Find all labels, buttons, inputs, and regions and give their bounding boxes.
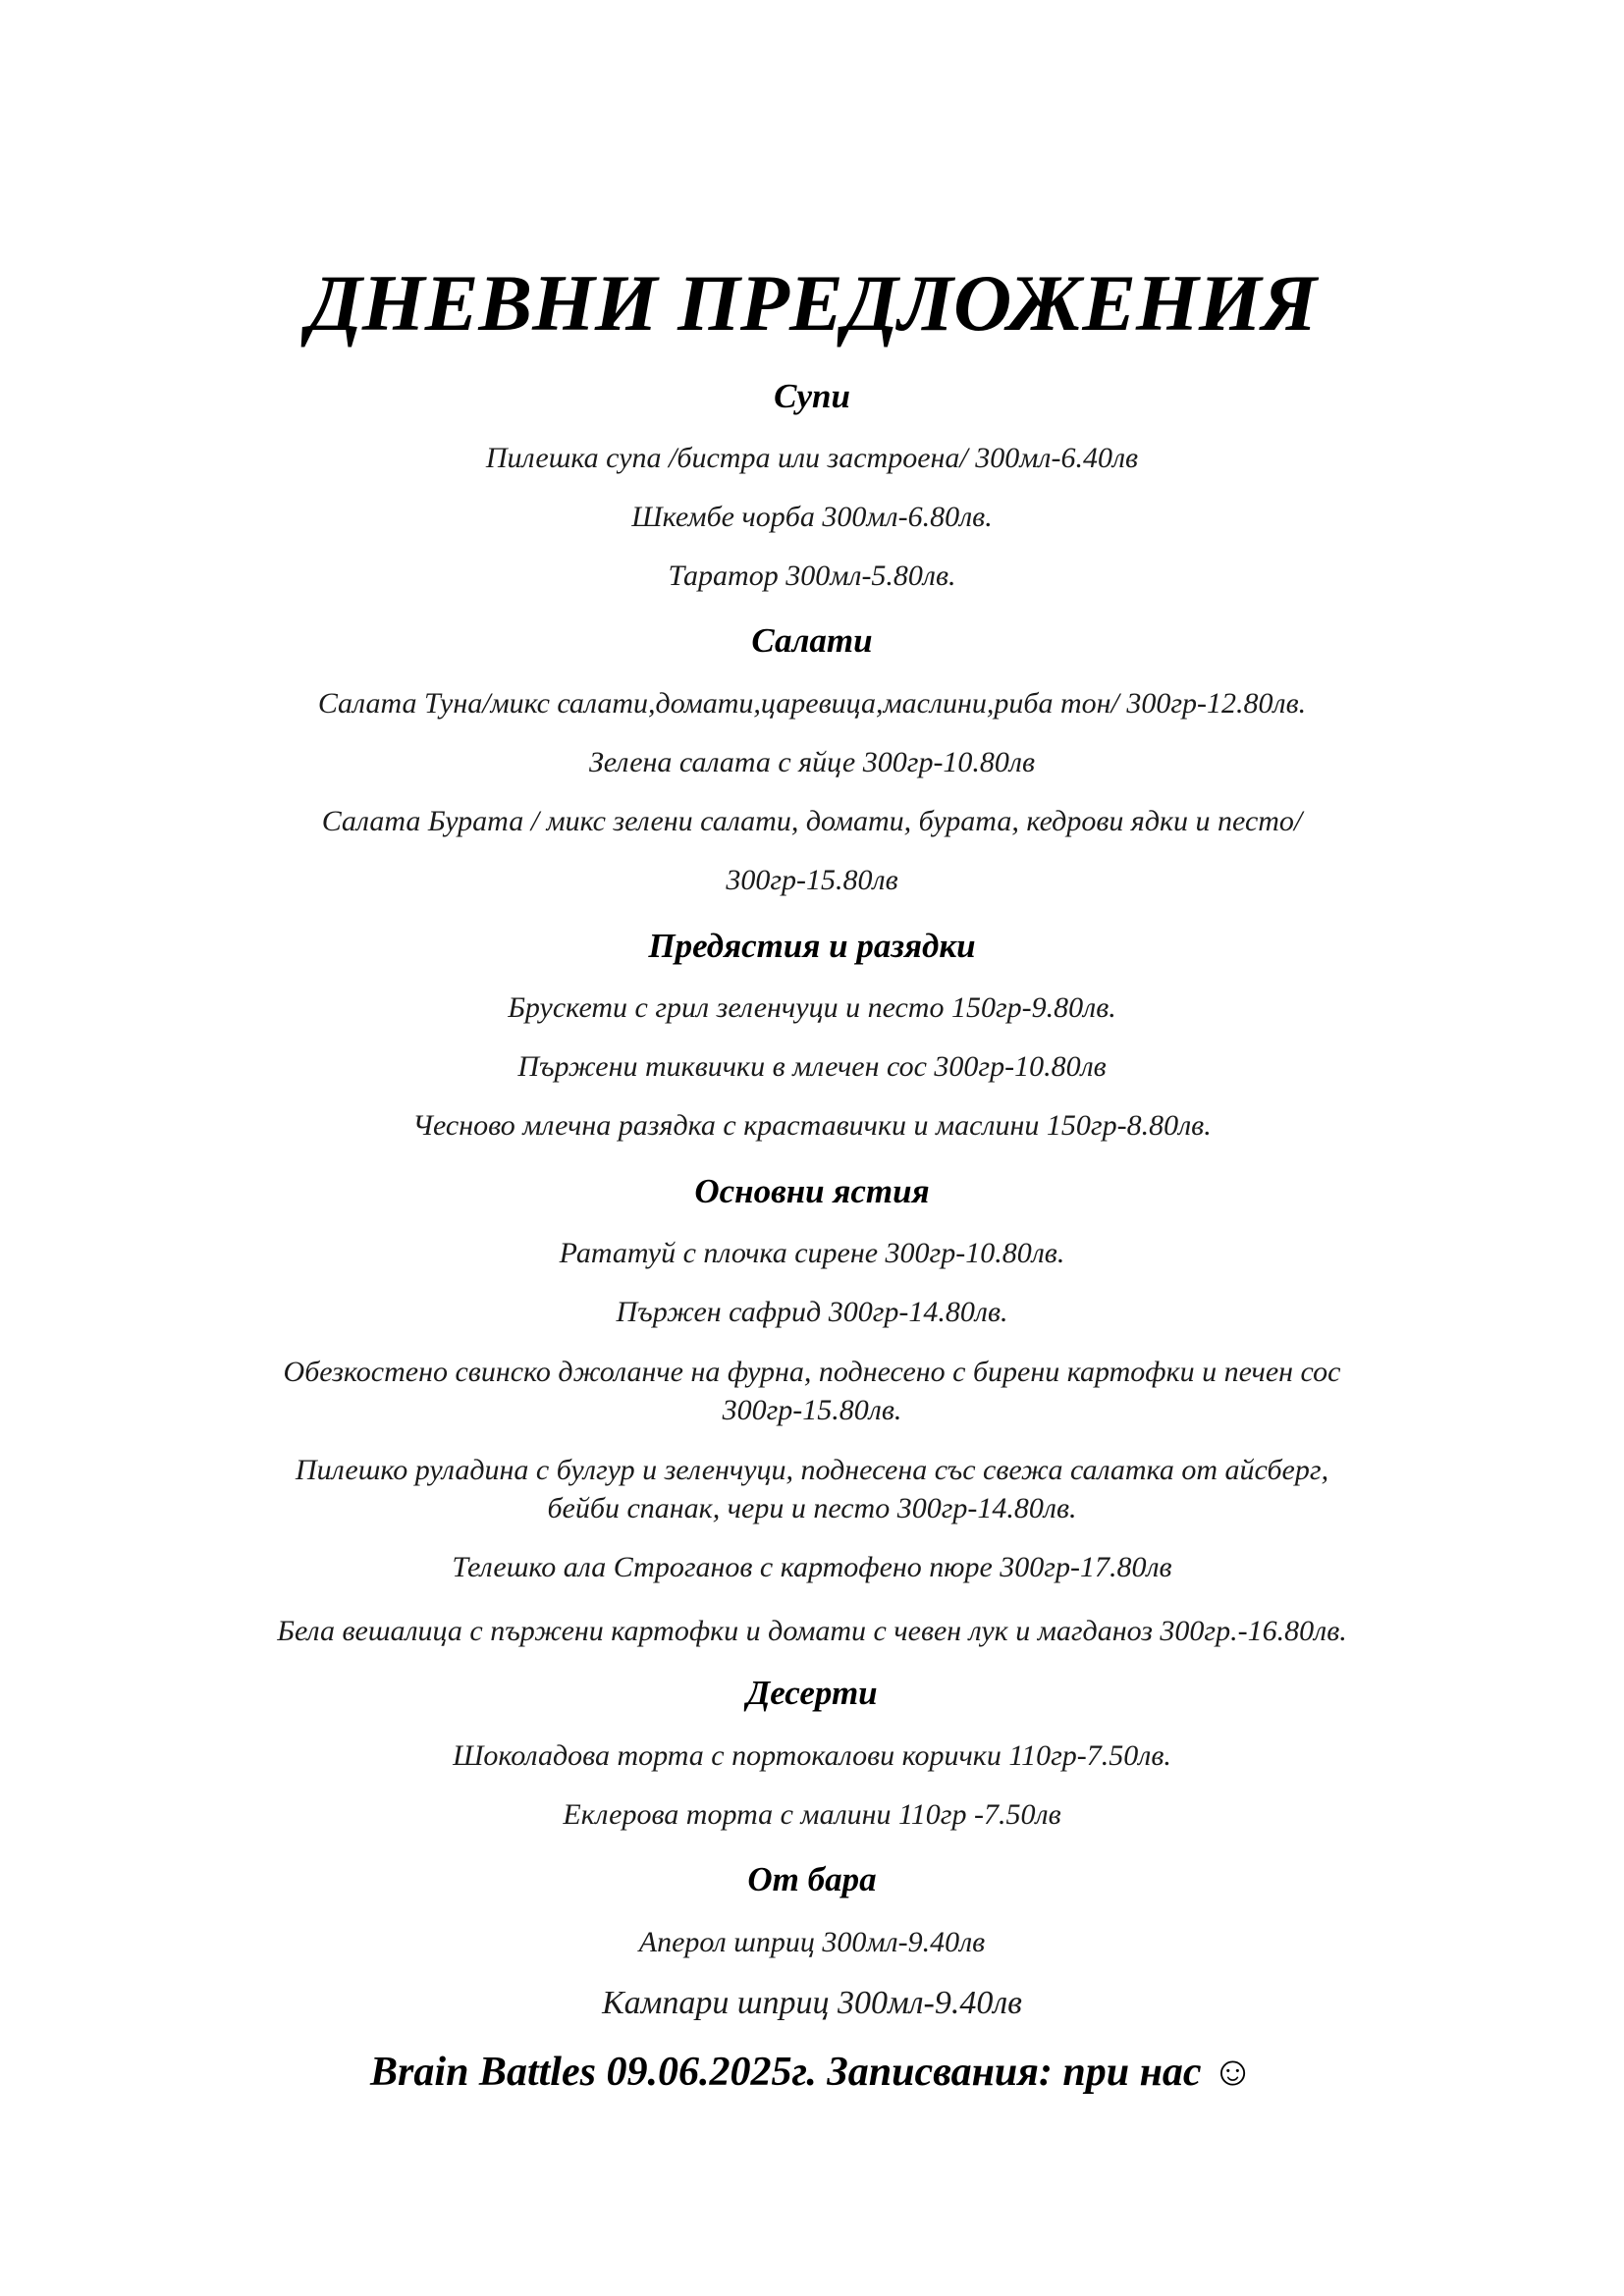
menu-item: Таратор 300мл-5.80лв. <box>668 560 956 592</box>
menu-item: Салата Бурата / микс зелени салати, домати, бурата, кедрови ядки и песто/ <box>321 805 1303 837</box>
menu-item: Пилешка супа /бистра или застроена/ 300мл-6.40лв <box>485 442 1139 474</box>
menu-item: Пържени тиквички в млечен сос 300гр-10.80лв <box>517 1050 1107 1083</box>
menu-item: Кампари шприц 300мл-9.40лв <box>602 1985 1022 2021</box>
section-heading-bar: От бара <box>747 1860 877 1898</box>
section-heading-salads: Салати <box>751 621 873 660</box>
menu-item: Телешко ала Строганов с картофено пюре 300гр-17.80лв <box>452 1551 1172 1583</box>
menu-item: Бела вешалица с пържени картофки и домати с чевен лук и магданоз 300гр.-16.80лв. <box>277 1615 1347 1647</box>
menu-item: Шоколадова торта с портокалови корички 110гр-7.50лв. <box>453 1739 1171 1772</box>
menu-item: 300гр-15.80лв <box>726 864 898 896</box>
menu-item: Шкембе чорба 300мл-6.80лв. <box>631 501 993 533</box>
menu-item: бейби спанак, чери и песто 300гр-14.80лв. <box>547 1492 1077 1524</box>
section-heading-starters: Предястия и разядки <box>648 927 976 965</box>
section-heading-desserts: Десерти <box>746 1674 878 1712</box>
menu-item: Обезкостено свинско джоланче на фурна, поднесено с бирени картофки и печен сос <box>283 1356 1341 1388</box>
menu-item: Пилешко руладина с булгур и зеленчуци, поднесена със свежа салатка от айсберг, <box>295 1454 1329 1486</box>
menu-item: 300гр-15.80лв. <box>722 1394 902 1426</box>
menu-item: Чесново млечна разядка с краставички и маслини 150гр-8.80лв. <box>412 1109 1212 1142</box>
menu-item: Брускети с грил зеленчуци и песто 150гр-9.80лв. <box>508 991 1116 1024</box>
section-heading-mains: Основни ястия <box>694 1172 930 1210</box>
section-heading-soups: Супи <box>774 377 850 415</box>
menu-item: Еклерова торта с малини 110гр -7.50лв <box>563 1798 1061 1831</box>
event-announcement: Brain Battles 09.06.2025г. Записвания: при нас ☺ <box>370 2050 1254 2095</box>
menu-item: Аперол шприц 300мл-9.40лв <box>638 1926 986 1958</box>
menu-item: Рататуй с плочка сирене 300гр-10.80лв. <box>559 1237 1065 1269</box>
menu-item: Зелена салата с яйце 300гр-10.80лв <box>588 746 1036 778</box>
menu-item: Салата Туна/микс салати,домати,царевица,маслини,риба тон/ 300гр-12.80лв. <box>317 687 1307 720</box>
page-title: ДНЕВНИ ПРЕДЛОЖЕНИЯ <box>306 258 1318 347</box>
menu-item: Пържен сафрид 300гр-14.80лв. <box>616 1296 1008 1328</box>
